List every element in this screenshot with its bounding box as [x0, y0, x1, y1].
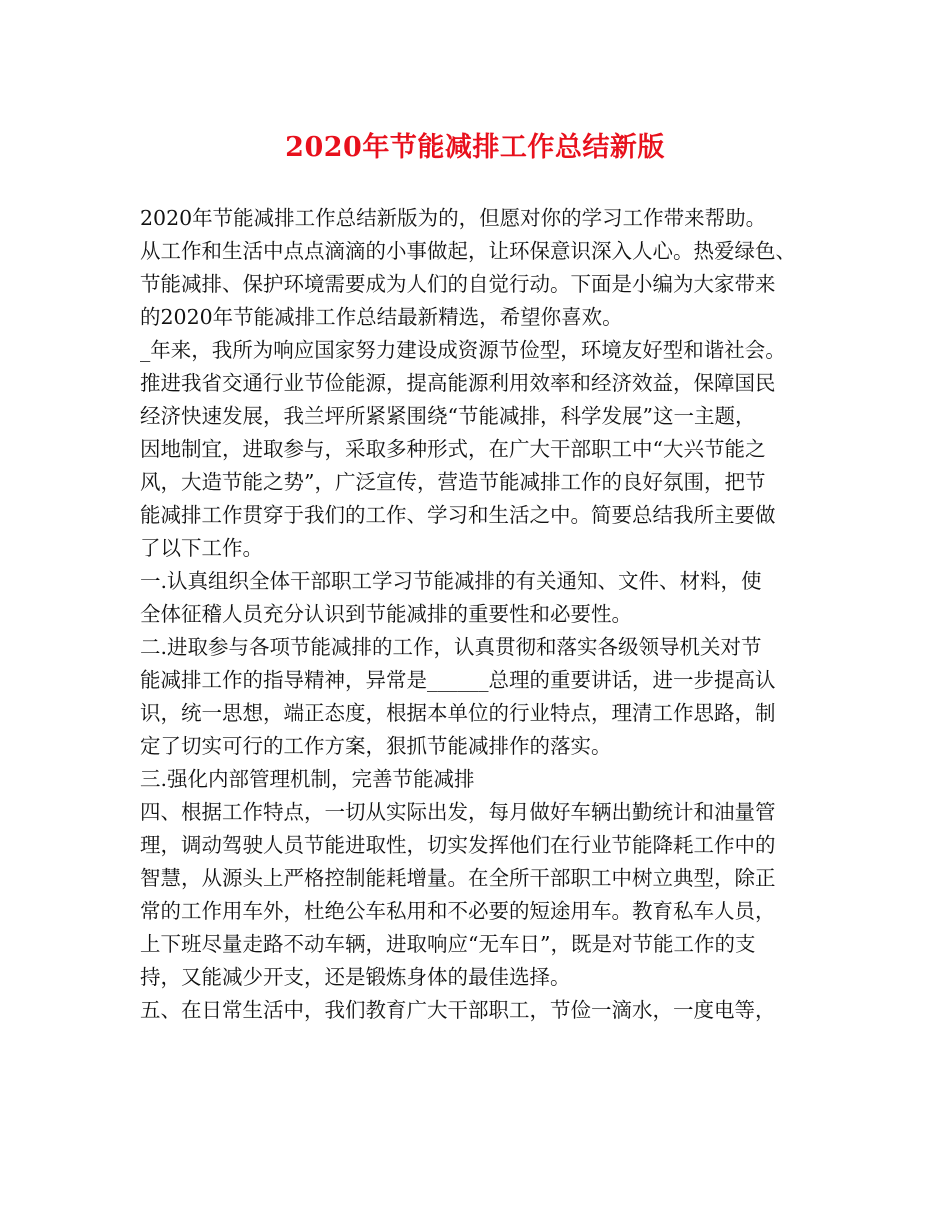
text-line: 从工作和生活中点点滴滴的小事做起，让环保意识深入人心。热爱绿色、 — [140, 239, 796, 263]
text-line: 二.进取参与各项节能减排的工作，认真贯彻和落实各级领导机关对节 — [140, 635, 762, 659]
text-line: 的2020年节能减排工作总结最新精选，希望你喜欢。 — [140, 305, 623, 329]
text-line: 能减排工作贯穿于我们的工作、学习和生活之中。简要总结我所主要做 — [140, 503, 776, 527]
text-line: 五、在日常生活中，我们教育广大干部职工，节俭一滴水，一度电等， — [140, 998, 776, 1022]
text-line: 经济快速发展，我兰坪所紧紧围绕“节能减排，科学发展”这一主题， — [140, 404, 756, 428]
document-body — [140, 202, 830, 1027]
text-line: 风，大造节能之势”，广泛宣传，营造节能减排工作的良好氛围，把节 — [140, 470, 766, 494]
text-line: 能减排工作的指导精神，异常是______总理的重要讲话，进一步提高认 — [140, 668, 776, 692]
text-line: 全体征稽人员充分认识到节能减排的重要性和必要性。 — [140, 602, 632, 626]
text-line: 推进我省交通行业节俭能源，提高能源利用效率和经济效益，保障国民 — [140, 371, 776, 395]
text-line: 因地制宜，进取参与，采取多种形式，在广大干部职工中“大兴节能之 — [140, 437, 766, 461]
text-line: 三.强化内部管理机制，完善节能减排 — [140, 767, 475, 791]
text-line: 智慧，从源头上严格控制能耗增量。在全所干部职工中树立典型，除正 — [140, 866, 776, 890]
text-line: 常的工作用车外，杜绝公车私用和不必要的短途用车。教育私车人员， — [140, 899, 776, 923]
text-line: 持，又能减少开支，还是锻炼身体的最佳选择。 — [140, 965, 571, 989]
text-line: 四、根据工作特点，一切从实际出发，每月做好车辆出勤统计和油量管 — [140, 800, 776, 824]
text-line: 2020年节能减排工作总结新版为的，但愿对你的学习工作带来帮助。 — [140, 206, 767, 230]
text-line: 了以下工作。 — [140, 536, 263, 560]
text-line: 节能减排、保护环境需要成为人们的自觉行动。下面是小编为大家带来 — [140, 272, 776, 296]
text-line: 定了切实可行的工作方案，狠抓节能减排作的落实。 — [140, 734, 612, 758]
document-title: 2020年节能减排工作总结新版 — [285, 132, 665, 163]
text-line: 理，调动驾驶人员节能进取性，切实发挥他们在行业节能降耗工作中的 — [140, 833, 776, 857]
text-line: 识，统一思想，端正态度，根据本单位的行业特点，理清工作思路，制 — [140, 701, 776, 725]
text-line: 上下班尽量走路不动车辆，进取响应“无车日”，既是对节能工作的支 — [140, 932, 756, 956]
text-line: 一.认真组织全体干部职工学习节能减排的有关通知、文件、材料，使 — [140, 569, 762, 593]
text-line: _年来，我所为响应国家努力建设成资源节俭型，环境友好型和谐社会。 — [140, 338, 786, 362]
